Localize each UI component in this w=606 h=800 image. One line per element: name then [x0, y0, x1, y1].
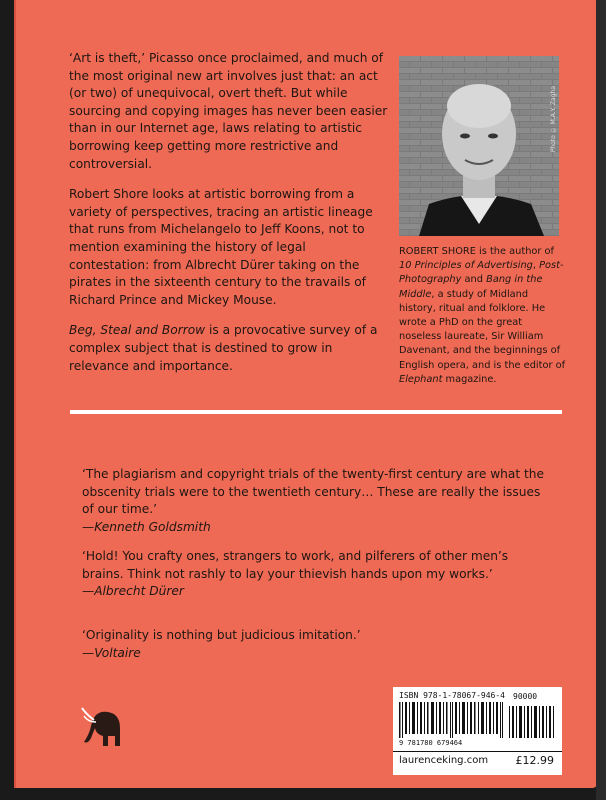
isbn: ISBN 978-1-78067-946-4	[399, 691, 505, 700]
price-barcode-icon	[509, 702, 555, 738]
book-edge	[596, 0, 606, 800]
quote-author: —Kenneth Goldsmith	[82, 519, 211, 534]
bio-text: ,	[532, 260, 540, 272]
book-title: Beg, Steal and Borrow	[69, 323, 206, 338]
quote-text: ‘The plagiarism and copyright trials of the twenty-first century are what the obscenity trials were to the twentieth century… These are really the issues of our time.’	[82, 467, 545, 517]
bio-text: ROBERT SHORE is the author of	[399, 246, 555, 257]
quote-author: —Voltaire	[82, 645, 141, 660]
intro-paragraph-2: Robert Shore looks at artistic borrowing from a variety of perspectives, tracing an artistic lineage that runs from Michelangelo to Jeff Koons, not to mention examining the history of legal contestation: from Albrecht Dürer taking on the pirates in the sixteenth century to the travails of Richard Prince and Mickey Mouse.	[69, 187, 373, 307]
barcode-divider	[393, 751, 562, 752]
price: £12.99	[515, 754, 554, 767]
intro-paragraph-3	[69, 322, 389, 375]
quote-author: —Albrecht Dürer	[82, 584, 184, 599]
intro-paragraph-3-rest: is a provocative survey of a complex subject that is destined to grow in relevance and importance.	[69, 323, 378, 373]
author-photo	[399, 56, 559, 236]
barcode-panel	[393, 687, 562, 775]
publisher-website: laurenceking.com	[399, 755, 489, 766]
quote-text: ‘Originality is nothing but judicious imitation.’	[82, 628, 361, 642]
bio-book-title: Bang in the Middle	[399, 274, 543, 300]
intro-paragraph-1: ‘Art is theft,’ Picasso once proclaimed, and much of the most original new art involves just that: an act (or two) of unequivocal, overt theft. But while sourcing and copying images has never been easier than in our Internet age, laws relating to artistic borrowing keep getting more restrictive and controversial.	[69, 51, 388, 171]
intro-text	[69, 50, 389, 388]
bio-text: magazine.	[442, 373, 497, 385]
photo-credit: Photo © M.A.Y. Zagha	[550, 86, 557, 153]
bio-text: , a study of Midland history, ritual and folklore. He wrote a PhD on the great noseless laureate, Sir William Davenant, and the beginnings of English opera, and is the editor of	[399, 288, 566, 371]
bio-text: and	[461, 274, 487, 286]
bio-book-title: Post-Photography	[399, 260, 564, 286]
bio-magazine-title: Elephant	[399, 373, 443, 385]
quote-text: ‘Hold! You crafty ones, strangers to work, and pilferers of other men’s brains. Think not rashly to lay your thievish hands upon my works.’	[82, 549, 509, 581]
quote-block	[82, 627, 552, 662]
elephant-logo-icon	[78, 700, 126, 756]
barcode-icon	[399, 702, 503, 738]
quote-block	[82, 466, 552, 536]
author-bio	[399, 245, 567, 387]
barcode-digits: 9 781780 679464	[399, 739, 463, 747]
price-code: 90000	[513, 692, 538, 701]
quote-block	[82, 548, 552, 601]
author-portrait-icon	[399, 56, 559, 236]
divider	[70, 410, 562, 414]
bio-book-title: 10 Principles of Advertising	[399, 260, 533, 272]
